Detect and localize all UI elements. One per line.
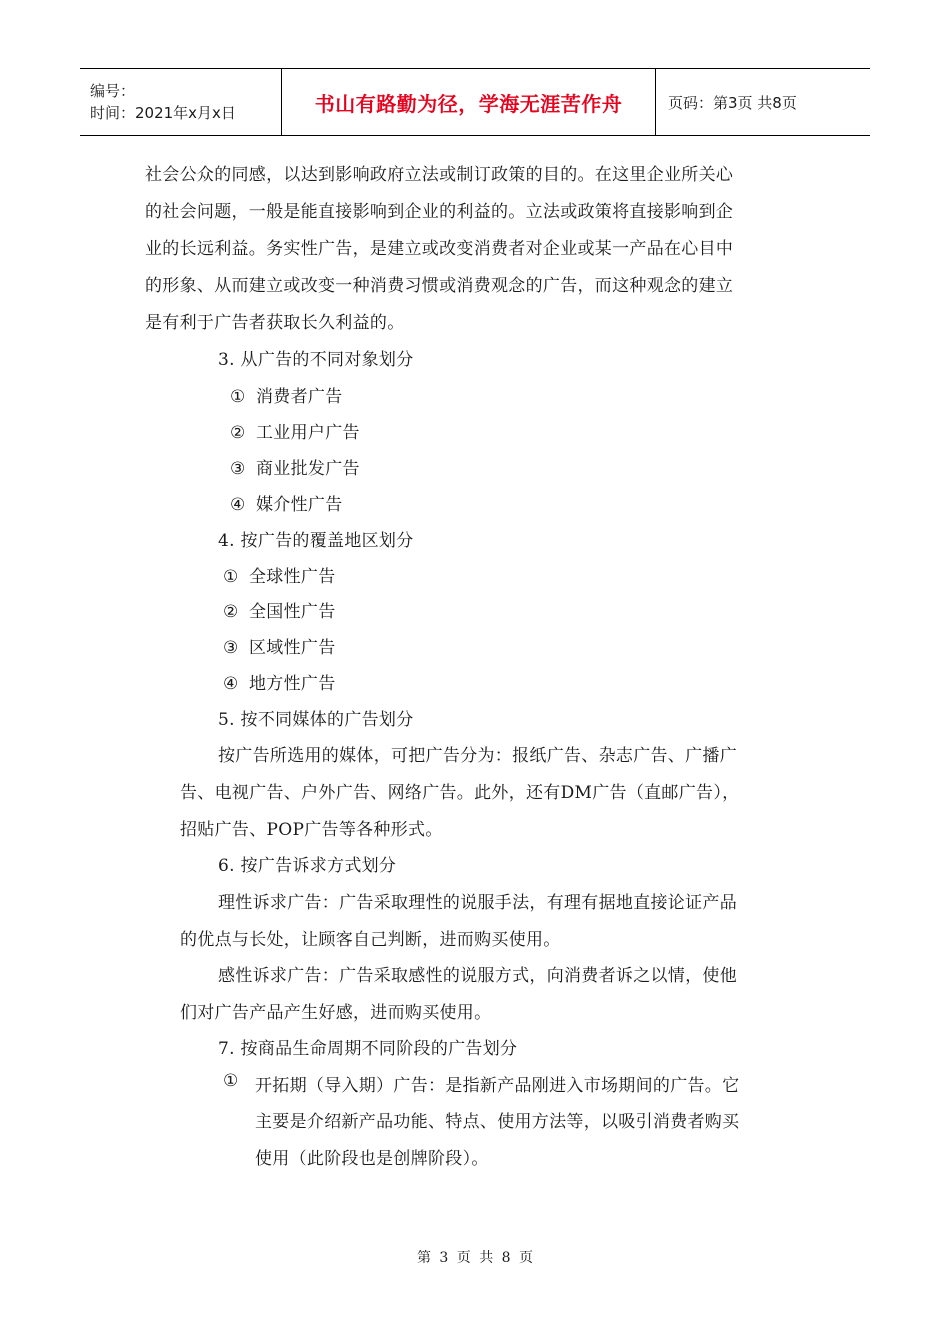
paragraph-line: 社会公众的同感，以达到影响政府立法或制订政策的目的。在这里企业所关心 bbox=[145, 165, 734, 185]
list-item bbox=[230, 418, 360, 443]
paragraph-line: 的社会问题，一般是能直接影响到企业的利益的。立法或政策将直接影响到企 bbox=[145, 202, 734, 222]
list-marker: ④ bbox=[230, 495, 246, 515]
motto-text: 书山有路勤为径，学海无涯苦作舟 bbox=[314, 91, 623, 116]
list-marker: ① bbox=[223, 1071, 239, 1091]
list-marker: ② bbox=[230, 423, 246, 443]
list-item-text: 全国性广告 bbox=[249, 602, 336, 622]
list-item bbox=[230, 490, 343, 515]
document-time: 时间：2021年x月x日 bbox=[90, 104, 236, 122]
paragraph-line: 的形象、从而建立或改变一种消费习惯或消费观念的广告，而这种观念的建立 bbox=[145, 276, 734, 296]
header-page-cell bbox=[656, 69, 870, 135]
section-heading-7: 7. 按商品生命周期不同阶段的广告划分 bbox=[218, 1039, 518, 1059]
header-motto-cell bbox=[282, 69, 656, 135]
list-item bbox=[223, 633, 336, 658]
paragraph-line: 感性诉求广告：广告采取感性的说服方式，向消费者诉之以情，使他 bbox=[218, 966, 737, 986]
list-marker: ① bbox=[223, 567, 239, 587]
section-heading-3: 3. 从广告的不同对象划分 bbox=[218, 350, 414, 370]
section-heading-5: 5. 按不同媒体的广告划分 bbox=[218, 710, 414, 730]
list-item-text: 地方性广告 bbox=[249, 674, 336, 694]
list-item bbox=[223, 597, 336, 622]
list-item bbox=[230, 382, 343, 407]
list-item-text: 开拓期（导入期）广告：是指新产品刚进入市场期间的广告。它 bbox=[255, 1076, 740, 1096]
list-item-text: 媒介性广告 bbox=[256, 495, 343, 515]
paragraph-line: 按广告所选用的媒体，可把广告分为：报纸广告、杂志广告、广播广 bbox=[218, 746, 737, 766]
paragraph-line: 告、电视广告、户外广告、网络广告。此外，还有DM广告（直邮广告）， bbox=[180, 783, 740, 803]
paragraph-line: 业的长远利益。务实性广告，是建立或改变消费者对企业或某一产品在心目中 bbox=[145, 239, 734, 259]
paragraph-line: 招贴广告、POP广告等各种形式。 bbox=[180, 820, 443, 840]
header-page-number: 页码：第3页 共8页 bbox=[668, 93, 797, 112]
list-marker: ③ bbox=[230, 459, 246, 479]
list-item-text: 使用（此阶段也是创牌阶段）。 bbox=[255, 1149, 489, 1169]
page-footer: 第 3 页 共 8 页 bbox=[416, 1250, 534, 1266]
list-marker: ③ bbox=[223, 638, 239, 658]
paragraph-line: 理性诉求广告：广告采取理性的说服手法，有理有据地直接论证产品 bbox=[218, 893, 737, 913]
list-item-text: 工业用户广告 bbox=[256, 423, 360, 443]
document-header bbox=[80, 68, 870, 136]
header-meta bbox=[80, 69, 282, 135]
list-marker: ② bbox=[223, 602, 239, 622]
list-marker: ④ bbox=[223, 674, 239, 694]
list-item-text: 主要是介绍新产品功能、特点、使用方法等，以吸引消费者购买 bbox=[255, 1112, 740, 1132]
list-marker: ① bbox=[230, 387, 246, 407]
paragraph-line: 们对广告产品产生好感，进而购买使用。 bbox=[180, 1003, 492, 1023]
list-item-text: 消费者广告 bbox=[256, 387, 343, 407]
list-item-text: 区域性广告 bbox=[249, 638, 336, 658]
list-item bbox=[230, 454, 360, 479]
section-heading-6: 6. 按广告诉求方式划分 bbox=[218, 856, 397, 876]
list-item-text: 商业批发广告 bbox=[256, 459, 360, 479]
list-item bbox=[223, 669, 336, 694]
list-item-text: 全球性广告 bbox=[249, 567, 336, 587]
paragraph-line: 的优点与长处，让顾客自己判断，进而购买使用。 bbox=[180, 930, 561, 950]
section-heading-4: 4. 按广告的覆盖地区划分 bbox=[218, 531, 414, 551]
document-number-label: 编号： bbox=[90, 82, 136, 100]
list-item bbox=[223, 562, 336, 587]
paragraph-line: 是有利于广告者获取长久利益的。 bbox=[145, 313, 405, 333]
